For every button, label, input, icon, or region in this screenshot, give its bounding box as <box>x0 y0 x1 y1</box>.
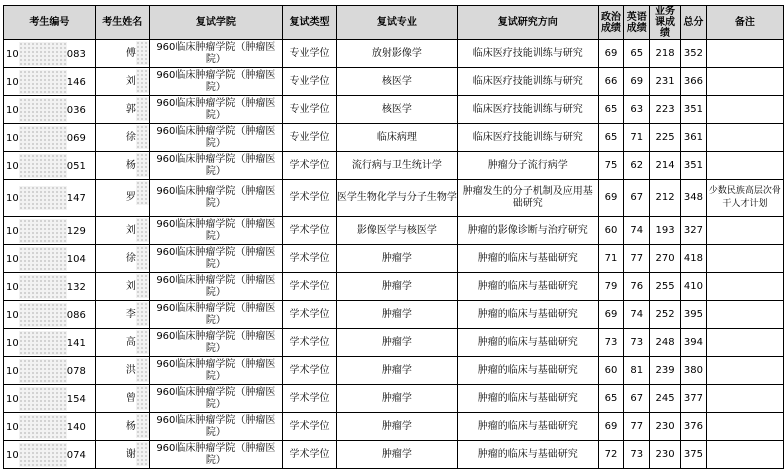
cell-id <box>4 385 96 413</box>
cell-politics: 60 <box>598 357 624 385</box>
id-suffix: 154 <box>66 393 86 405</box>
admission-score-table <box>3 5 784 469</box>
cell-total: 394 <box>680 329 706 357</box>
cell-direction: 临床医疗技能训练与研究 <box>457 96 598 124</box>
cell-college: 960临床肿瘤学院（肿瘤医院） <box>149 385 282 413</box>
cell-direction: 临床医疗技能训练与研究 <box>457 68 598 96</box>
cell-type: 专业学位 <box>283 40 337 68</box>
cell-type: 学术学位 <box>283 441 337 469</box>
redaction-mask <box>19 331 67 355</box>
name-text: 徐 <box>125 131 136 143</box>
cell-business: 223 <box>650 96 681 124</box>
cell-english: 69 <box>624 68 650 96</box>
cell-type: 学术学位 <box>283 273 337 301</box>
redaction-mask <box>136 358 149 382</box>
redaction-mask <box>19 219 67 243</box>
cell-college: 960临床肿瘤学院（肿瘤医院） <box>149 273 282 301</box>
cell-college: 960临床肿瘤学院（肿瘤医院） <box>149 413 282 441</box>
cell-type: 专业学位 <box>283 96 337 124</box>
redaction-mask <box>19 387 67 411</box>
cell-politics: 60 <box>598 217 624 245</box>
header-id: 考生编号 <box>4 6 96 40</box>
header-college: 复试学院 <box>149 6 282 40</box>
cell-english: 62 <box>624 152 650 180</box>
cell-direction: 肿瘤的临床与基础研究 <box>457 413 598 441</box>
cell-name <box>95 301 149 329</box>
id-prefix: 10 <box>6 132 19 144</box>
cell-college: 960临床肿瘤学院（肿瘤医院） <box>149 68 282 96</box>
cell-total: 418 <box>680 245 706 273</box>
header-total: 总分 <box>680 6 706 40</box>
cell-remark <box>706 441 783 469</box>
id-prefix: 10 <box>6 337 19 349</box>
cell-total: 351 <box>680 96 706 124</box>
id-suffix: 129 <box>66 225 86 237</box>
name-text: 刘 <box>125 280 136 292</box>
table-row <box>4 245 784 273</box>
redaction-mask <box>19 359 67 383</box>
cell-type: 学术学位 <box>283 152 337 180</box>
cell-major: 肿瘤学 <box>336 441 457 469</box>
id-prefix: 10 <box>6 193 19 204</box>
cell-english: 74 <box>624 301 650 329</box>
cell-business: 270 <box>650 245 681 273</box>
cell-total: 395 <box>680 301 706 329</box>
id-suffix: 104 <box>66 253 86 265</box>
redaction-mask <box>136 153 149 177</box>
redaction-mask <box>136 442 149 466</box>
cell-name <box>95 217 149 245</box>
redaction-mask <box>136 246 149 270</box>
id-prefix: 10 <box>6 449 19 461</box>
cell-direction: 肿瘤的临床与基础研究 <box>457 357 598 385</box>
cell-total: 410 <box>680 273 706 301</box>
id-suffix: 146 <box>66 76 86 88</box>
cell-id <box>4 152 96 180</box>
table-row <box>4 152 784 180</box>
id-suffix: 069 <box>66 132 86 144</box>
table-row <box>4 273 784 301</box>
cell-name <box>95 180 149 217</box>
cell-english: 74 <box>624 217 650 245</box>
name-text: 郭 <box>125 103 136 115</box>
name-text: 李 <box>125 308 136 320</box>
header-direction: 复试研究方向 <box>457 6 598 40</box>
name-text: 洪 <box>125 364 136 376</box>
cell-major: 肿瘤学 <box>336 245 457 273</box>
cell-type: 学术学位 <box>283 413 337 441</box>
cell-politics: 69 <box>598 301 624 329</box>
cell-name <box>95 273 149 301</box>
redaction-mask <box>19 443 67 467</box>
cell-total: 366 <box>680 68 706 96</box>
header-politics: 政治成绩 <box>598 6 624 40</box>
cell-politics: 79 <box>598 273 624 301</box>
cell-major: 流行病与卫生统计学 <box>336 152 457 180</box>
id-suffix: 147 <box>66 193 86 204</box>
cell-business: 218 <box>650 40 681 68</box>
table-row <box>4 357 784 385</box>
cell-english: 73 <box>624 329 650 357</box>
redaction-mask <box>19 126 67 150</box>
cell-business: 245 <box>650 385 681 413</box>
redaction-mask <box>136 414 149 438</box>
cell-english: 67 <box>624 180 650 217</box>
cell-remark <box>706 413 783 441</box>
id-suffix: 051 <box>66 160 86 172</box>
cell-college: 960临床肿瘤学院（肿瘤医院） <box>149 180 282 217</box>
name-text: 杨 <box>125 420 136 432</box>
cell-business: 230 <box>650 441 681 469</box>
cell-english: 77 <box>624 245 650 273</box>
cell-total: 352 <box>680 40 706 68</box>
cell-college: 960临床肿瘤学院（肿瘤医院） <box>149 301 282 329</box>
cell-direction: 肿瘤的影像诊断与治疗研究 <box>457 217 598 245</box>
name-text: 傅 <box>125 47 136 59</box>
cell-major: 核医学 <box>336 68 457 96</box>
redaction-mask <box>136 218 149 242</box>
cell-politics: 65 <box>598 124 624 152</box>
header-row <box>4 6 784 40</box>
cell-direction: 肿瘤的临床与基础研究 <box>457 245 598 273</box>
name-text: 徐 <box>125 252 136 264</box>
cell-direction: 临床医疗技能训练与研究 <box>457 40 598 68</box>
cell-major: 放射影像学 <box>336 40 457 68</box>
cell-english: 77 <box>624 413 650 441</box>
redaction-mask <box>19 98 67 122</box>
redaction-mask <box>19 415 67 439</box>
cell-major: 肿瘤学 <box>336 413 457 441</box>
redaction-mask <box>136 302 149 326</box>
cell-remark <box>706 96 783 124</box>
cell-remark <box>706 245 783 273</box>
cell-major: 肿瘤学 <box>336 301 457 329</box>
cell-business: 231 <box>650 68 681 96</box>
table-row <box>4 217 784 245</box>
cell-politics: 75 <box>598 152 624 180</box>
id-suffix: 083 <box>66 48 86 60</box>
id-suffix: 074 <box>66 449 86 461</box>
cell-id <box>4 68 96 96</box>
redaction-mask <box>19 275 67 299</box>
cell-name <box>95 413 149 441</box>
cell-total: 361 <box>680 124 706 152</box>
cell-politics: 71 <box>598 245 624 273</box>
cell-politics: 65 <box>598 96 624 124</box>
cell-total: 327 <box>680 217 706 245</box>
cell-major: 临床病理 <box>336 124 457 152</box>
cell-college: 960临床肿瘤学院（肿瘤医院） <box>149 441 282 469</box>
cell-college: 960临床肿瘤学院（肿瘤医院） <box>149 124 282 152</box>
cell-english: 65 <box>624 40 650 68</box>
cell-id <box>4 329 96 357</box>
cell-id <box>4 413 96 441</box>
cell-direction: 肿瘤发生的分子机制及应用基础研究 <box>457 180 598 217</box>
cell-politics: 73 <box>598 329 624 357</box>
cell-remark <box>706 68 783 96</box>
cell-remark <box>706 329 783 357</box>
cell-name <box>95 245 149 273</box>
cell-direction: 肿瘤的临床与基础研究 <box>457 441 598 469</box>
cell-name <box>95 68 149 96</box>
cell-type: 学术学位 <box>283 301 337 329</box>
cell-major: 医学生物化学与分子生物学 <box>336 180 457 217</box>
cell-remark <box>706 124 783 152</box>
cell-politics: 66 <box>598 68 624 96</box>
header-type: 复试类型 <box>283 6 337 40</box>
id-suffix: 141 <box>66 337 86 349</box>
cell-english: 63 <box>624 96 650 124</box>
cell-id <box>4 180 96 217</box>
redaction-mask <box>19 247 67 271</box>
name-text: 高 <box>125 336 136 348</box>
redaction-mask <box>19 70 67 94</box>
table-row <box>4 68 784 96</box>
cell-major: 肿瘤学 <box>336 273 457 301</box>
cell-remark <box>706 152 783 180</box>
name-text: 杨 <box>125 159 136 171</box>
cell-name <box>95 329 149 357</box>
cell-type: 专业学位 <box>283 124 337 152</box>
cell-english: 67 <box>624 385 650 413</box>
redaction-mask <box>136 41 149 65</box>
cell-remark <box>706 217 783 245</box>
cell-id <box>4 245 96 273</box>
cell-business: 230 <box>650 413 681 441</box>
cell-id <box>4 357 96 385</box>
redaction-mask <box>136 69 149 93</box>
id-prefix: 10 <box>6 309 19 321</box>
id-prefix: 10 <box>6 365 19 377</box>
header-remark: 备注 <box>706 6 783 40</box>
table-row <box>4 40 784 68</box>
cell-major: 肿瘤学 <box>336 357 457 385</box>
cell-remark: 少数民族高层次骨干人才计划 <box>706 180 783 217</box>
cell-id <box>4 217 96 245</box>
cell-id <box>4 273 96 301</box>
cell-college: 960临床肿瘤学院（肿瘤医院） <box>149 152 282 180</box>
redaction-mask <box>136 181 149 205</box>
cell-type: 学术学位 <box>283 245 337 273</box>
cell-major: 肿瘤学 <box>336 385 457 413</box>
cell-remark <box>706 301 783 329</box>
table-row <box>4 124 784 152</box>
cell-id <box>4 301 96 329</box>
cell-id <box>4 40 96 68</box>
cell-name <box>95 40 149 68</box>
header-business: 业务课成绩 <box>650 6 681 40</box>
cell-name <box>95 152 149 180</box>
cell-politics: 69 <box>598 413 624 441</box>
cell-college: 960临床肿瘤学院（肿瘤医院） <box>149 217 282 245</box>
cell-total: 380 <box>680 357 706 385</box>
name-text: 刘 <box>125 75 136 87</box>
redaction-mask <box>19 42 67 66</box>
name-text: 谢 <box>125 448 136 460</box>
cell-name <box>95 357 149 385</box>
cell-total: 377 <box>680 385 706 413</box>
redaction-mask <box>136 97 149 121</box>
cell-total: 348 <box>680 180 706 217</box>
cell-type: 专业学位 <box>283 68 337 96</box>
cell-major: 肿瘤学 <box>336 329 457 357</box>
cell-remark <box>706 357 783 385</box>
redaction-mask <box>136 386 149 410</box>
cell-direction: 肿瘤的临床与基础研究 <box>457 385 598 413</box>
id-prefix: 10 <box>6 281 19 293</box>
redaction-mask <box>136 330 149 354</box>
cell-total: 375 <box>680 441 706 469</box>
cell-id <box>4 441 96 469</box>
cell-business: 225 <box>650 124 681 152</box>
cell-college: 960临床肿瘤学院（肿瘤医院） <box>149 357 282 385</box>
cell-remark <box>706 273 783 301</box>
cell-direction: 肿瘤的临床与基础研究 <box>457 329 598 357</box>
redaction-mask <box>136 125 149 149</box>
cell-business: 248 <box>650 329 681 357</box>
cell-type: 学术学位 <box>283 180 337 217</box>
id-suffix: 078 <box>66 365 86 377</box>
cell-name <box>95 441 149 469</box>
table-row <box>4 385 784 413</box>
cell-politics: 72 <box>598 441 624 469</box>
redaction-mask <box>19 154 67 178</box>
id-prefix: 10 <box>6 104 19 116</box>
cell-english: 81 <box>624 357 650 385</box>
table-body <box>4 40 784 469</box>
cell-type: 学术学位 <box>283 385 337 413</box>
name-text: 曾 <box>125 392 136 404</box>
redaction-mask <box>19 303 67 327</box>
cell-id <box>4 96 96 124</box>
table-row <box>4 301 784 329</box>
cell-business: 255 <box>650 273 681 301</box>
cell-direction: 肿瘤的临床与基础研究 <box>457 301 598 329</box>
id-prefix: 10 <box>6 48 19 60</box>
cell-business: 214 <box>650 152 681 180</box>
cell-college: 960临床肿瘤学院（肿瘤医院） <box>149 40 282 68</box>
cell-english: 71 <box>624 124 650 152</box>
cell-politics: 65 <box>598 385 624 413</box>
id-prefix: 10 <box>6 421 19 433</box>
redaction-mask <box>19 186 67 210</box>
cell-direction: 肿瘤分子流行病学 <box>457 152 598 180</box>
table-row <box>4 329 784 357</box>
table-row <box>4 180 784 217</box>
cell-name <box>95 96 149 124</box>
id-suffix: 036 <box>66 104 86 116</box>
cell-politics: 69 <box>598 180 624 217</box>
id-prefix: 10 <box>6 393 19 405</box>
cell-type: 学术学位 <box>283 217 337 245</box>
table-row <box>4 441 784 469</box>
cell-direction: 临床医疗技能训练与研究 <box>457 124 598 152</box>
cell-name <box>95 124 149 152</box>
cell-direction: 肿瘤的临床与基础研究 <box>457 273 598 301</box>
table-row <box>4 413 784 441</box>
cell-major: 核医学 <box>336 96 457 124</box>
id-suffix: 086 <box>66 309 86 321</box>
cell-college: 960临床肿瘤学院（肿瘤医院） <box>149 245 282 273</box>
cell-remark <box>706 385 783 413</box>
name-text: 刘 <box>125 224 136 236</box>
header-name: 考生姓名 <box>95 6 149 40</box>
cell-business: 239 <box>650 357 681 385</box>
id-prefix: 10 <box>6 253 19 265</box>
id-prefix: 10 <box>6 160 19 172</box>
cell-major: 影像医学与核医学 <box>336 217 457 245</box>
cell-college: 960临床肿瘤学院（肿瘤医院） <box>149 329 282 357</box>
id-prefix: 10 <box>6 76 19 88</box>
cell-remark <box>706 40 783 68</box>
cell-total: 376 <box>680 413 706 441</box>
id-suffix: 140 <box>66 421 86 433</box>
name-text: 罗 <box>125 192 136 203</box>
header-major: 复试专业 <box>336 6 457 40</box>
cell-name <box>95 385 149 413</box>
id-suffix: 132 <box>66 281 86 293</box>
cell-id <box>4 124 96 152</box>
cell-business: 212 <box>650 180 681 217</box>
cell-english: 73 <box>624 441 650 469</box>
cell-type: 学术学位 <box>283 329 337 357</box>
cell-total: 351 <box>680 152 706 180</box>
cell-college: 960临床肿瘤学院（肿瘤医院） <box>149 96 282 124</box>
id-prefix: 10 <box>6 225 19 237</box>
cell-business: 252 <box>650 301 681 329</box>
redaction-mask <box>136 274 149 298</box>
cell-politics: 69 <box>598 40 624 68</box>
header-english: 英语成绩 <box>624 6 650 40</box>
cell-business: 193 <box>650 217 681 245</box>
cell-english: 76 <box>624 273 650 301</box>
table-row <box>4 96 784 124</box>
cell-type: 学术学位 <box>283 357 337 385</box>
